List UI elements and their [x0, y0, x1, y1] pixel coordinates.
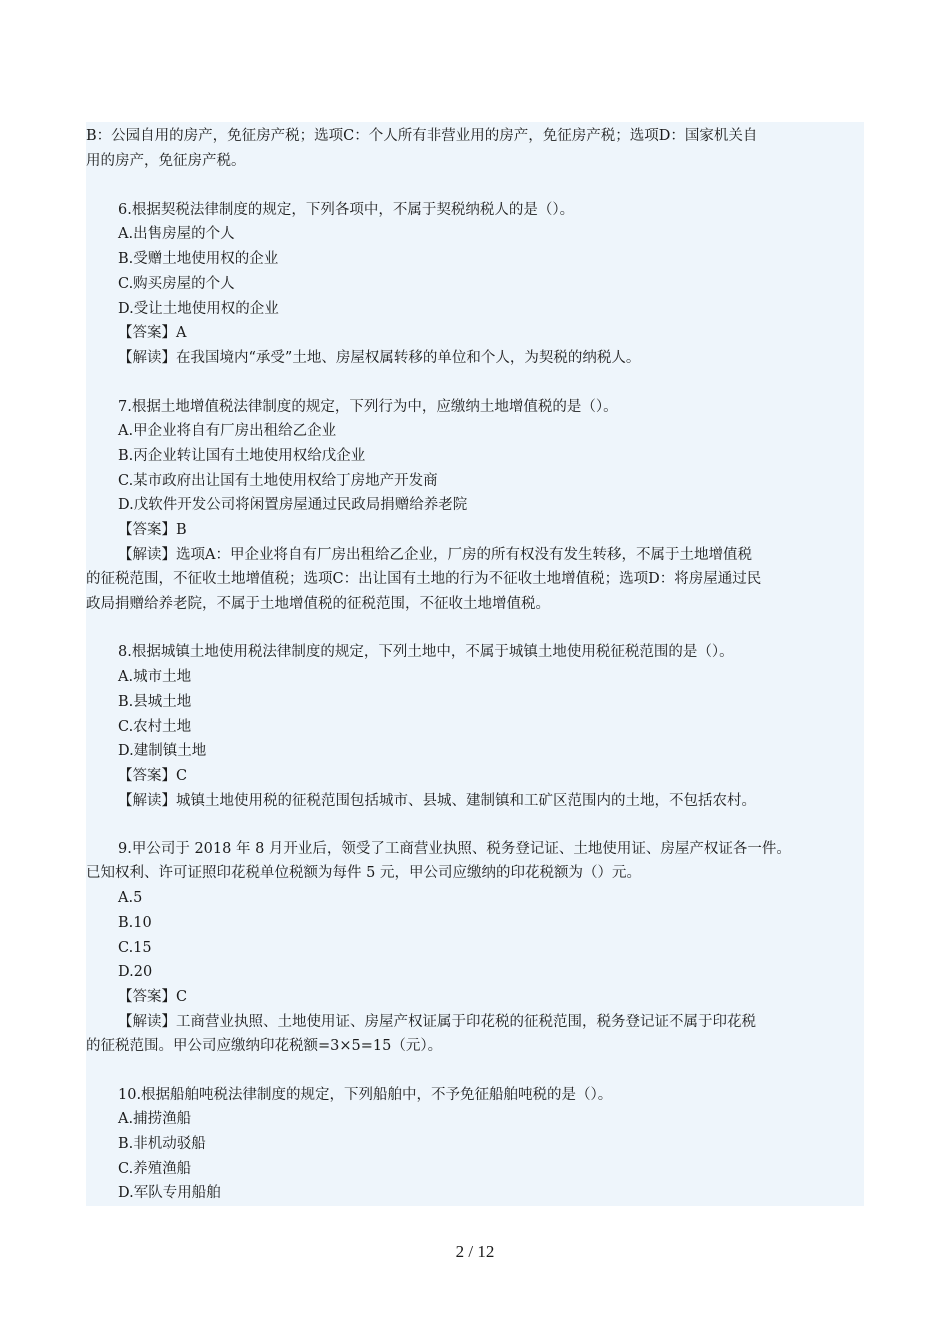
option: D.戊软件开发公司将闲置房屋通过民政局捐赠给养老院: [118, 497, 468, 513]
answer: 【答案】C: [118, 768, 188, 784]
question-stem: 6.根据契税法律制度的规定，下列各项中，不属于契税纳税人的是（）。: [118, 202, 575, 218]
option: C.养殖渔船: [118, 1161, 192, 1177]
explanation: 【解读】城镇土地使用税的征税范围包括城市、县城、建制镇和工矿区范围内的土地，不包括农村。: [118, 793, 756, 809]
option: D.受让土地使用权的企业: [118, 301, 279, 317]
option: D.军队专用船舶: [118, 1185, 221, 1201]
option: B.丙企业转让国有土地使用权给戊企业: [118, 448, 366, 464]
question-stem: 9.甲公司于 2018 年 8 月开业后，领受了工商营业执照、税务登记证、土地使用证、房屋产权证各一件。: [118, 841, 791, 857]
page-number: 2 / 12: [455, 1242, 495, 1261]
option: B.受赠土地使用权的企业: [118, 251, 279, 267]
option: B.10: [118, 915, 152, 931]
answer: 【答案】A: [118, 325, 187, 341]
option: A.甲企业将自有厂房出租给乙企业: [118, 423, 337, 439]
option: C.15: [118, 940, 152, 956]
explanation: 【解读】在我国境内“承受”土地、房屋权属转移的单位和个人，为契税的纳税人。: [118, 350, 641, 366]
question-stem: 7.根据土地增值税法律制度的规定，下列行为中，应缴纳土地增值税的是（）。: [118, 399, 618, 415]
option: C.某市政府出让国有土地使用权给丁房地产开发商: [118, 473, 438, 489]
intro-line: B：公园自用的房产，免征房产税；选项C：个人所有非营业用的房产，免征房产税；选项D：国家机关自: [86, 128, 758, 144]
question-stem: 10.根据船舶吨税法律制度的规定，下列船舶中，不予免征船舶吨税的是（）。: [118, 1087, 613, 1103]
option: B.县城土地: [118, 694, 192, 710]
option: A.捕捞渔船: [118, 1111, 192, 1127]
option: B.非机动驳船: [118, 1136, 206, 1152]
answer: 【答案】C: [118, 989, 188, 1005]
explanation: 【解读】选项A：甲企业将自有厂房出租给乙企业，厂房的所有权没有发生转移，不属于土地增值税: [118, 547, 752, 563]
option: D.20: [118, 964, 153, 980]
question-stem: 已知权利、许可证照印花税单位税额为每件 5 元，甲公司应缴纳的印花税额为（）元。: [86, 865, 641, 881]
explanation: 政局捐赠给养老院，不属于土地增值税的征税范围，不征收土地增值税。: [86, 596, 550, 612]
option: A.5: [118, 890, 143, 906]
intro-line: 用的房产，免征房产税。: [86, 153, 246, 169]
option: C.农村土地: [118, 719, 192, 735]
option: A.城市土地: [118, 669, 192, 685]
explanation: 【解读】工商营业执照、土地使用证、房屋产权证属于印花税的征税范围，税务登记证不属于印花税: [118, 1014, 756, 1030]
option: A.出售房屋的个人: [118, 226, 235, 242]
page-content: [86, 122, 864, 1206]
option: C.购买房屋的个人: [118, 276, 235, 292]
answer: 【答案】B: [118, 522, 187, 538]
question-stem: 8.根据城镇土地使用税法律制度的规定，下列土地中，不属于城镇土地使用税征税范围的是（）。: [118, 644, 734, 660]
explanation: 的征税范围，不征收土地增值税；选项C：出让国有土地的行为不征收土地增值税；选项D：将房屋通过民: [86, 571, 762, 587]
explanation: 的征税范围。甲公司应缴纳印花税额=3×5=15（元）。: [86, 1038, 443, 1054]
option: D.建制镇土地: [118, 743, 207, 759]
